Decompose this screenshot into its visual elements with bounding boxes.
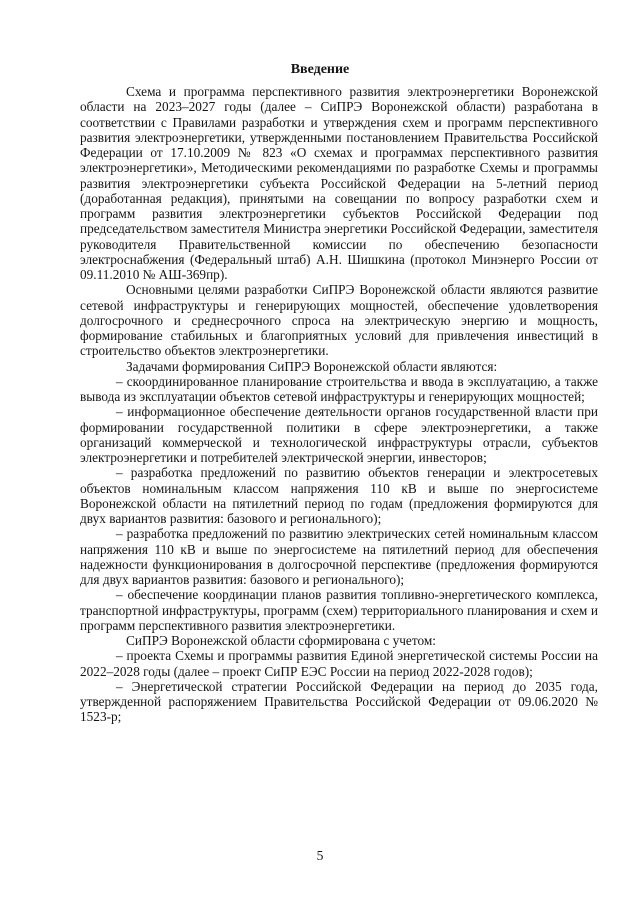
- page-title: Введение: [290, 62, 350, 77]
- list-item-task-information: – информационное обеспечение деятельности органов государственной власти при формировании государственной политики в сфере электроэнергетики, а также организаций коммерческой и технологической инфраструктуры отрасли, субъектов электроэнергетики и потребителей электрической энергии, инвесторов;: [80, 404, 598, 465]
- paragraph-goals: Основными целями разработки СиПРЭ Воронежской области являются развитие сетевой инфраструктуры и генерирующих мощностей, обеспечение удовлетворения долгосрочного и среднесрочного спроса на электрическую энергию и мощность, формирование стабильных и благоприятных условий для привлечения инвестиций в строительство объектов электроэнергетики.: [80, 282, 598, 359]
- paragraph-scheme-intro: Схема и программа перспективного развития электроэнергетики Воронежской области на 2023–2027 годы (далее – СиПРЭ Воронежской области) разработана в соответствии с Правилами разработки и утверждения схем и программ перспективного развития электроэнергетики, утвержденными постановлением Правительства Российской Федерации от 17.10.2009 № 823 «О схемах и программах перспективного развития электроэнергетики», Методическими рекомендациями по разработке Схемы и программы развития электроэнергетики субъекта Российской Федерации на 5-летний период (доработанная редакция), принятыми на совещании по вопросу разработки схем и программ развития электроэнергетики субъектов Российской Федерации под председательством заместителя Министра энергетики Российской Федерации, заместителя руководителя Правительственной комиссии по обеспечению безопасности электроснабжения (Федеральный штаб) А.Н. Шишкина (протокол Минэнерго России от 09.11.2010 № АШ-369пр).: [80, 84, 598, 282]
- list-item-basis-energy-strategy: – Энергетической стратегии Российской Федерации на период до 2035 года, утвержденной распоряжением Правительства Российской Федерации от 09.06.2020 № 1523-р;: [80, 678, 598, 725]
- list-item-basis-ups-project: – проекта Схемы и программы развития Единой энергетической системы России на 2022–2028 годы (далее – проект СиПР ЕЭС России на период 2022-2028 годов);: [80, 648, 598, 679]
- list-item-task-coordination: – обеспечение координации планов развития топливно-энергетического комплекса, транспортной инфраструктуры, программ (схем) территориального планирования и схем и программ перспективного развития электроэнергетики.: [80, 587, 598, 633]
- paragraph-basis-heading: СиПРЭ Воронежской области сформирована с учетом:: [126, 633, 436, 648]
- body-text: [80, 84, 598, 725]
- page-number: 5: [316, 848, 324, 863]
- list-item-task-network-proposals: – разработка предложений по развитию электрических сетей номинальным классом напряжения 110 кВ и выше по энергосистеме на пятилетний период для обеспечения надежности функционирования в долгосрочной перспективе (предложения формируются для двух вариантов развития: базового и регионального);: [80, 526, 598, 587]
- list-item-task-generation-proposals: – разработка предложений по развитию объектов генерации и электросетевых объектов номинальным классом напряжения 110 кВ и выше по энергосистеме Воронежской области на пятилетний период по годам (предложения формируются для двух вариантов развития: базового и регионального);: [80, 465, 598, 526]
- list-item-task-planning: – скоординированное планирование строительства и ввода в эксплуатацию, а также вывода из эксплуатации объектов сетевой инфраструктуры и генерирующих мощностей;: [80, 373, 598, 404]
- paragraph-tasks-heading: Задачами формирования СиПРЭ Воронежской области являются:: [126, 358, 498, 374]
